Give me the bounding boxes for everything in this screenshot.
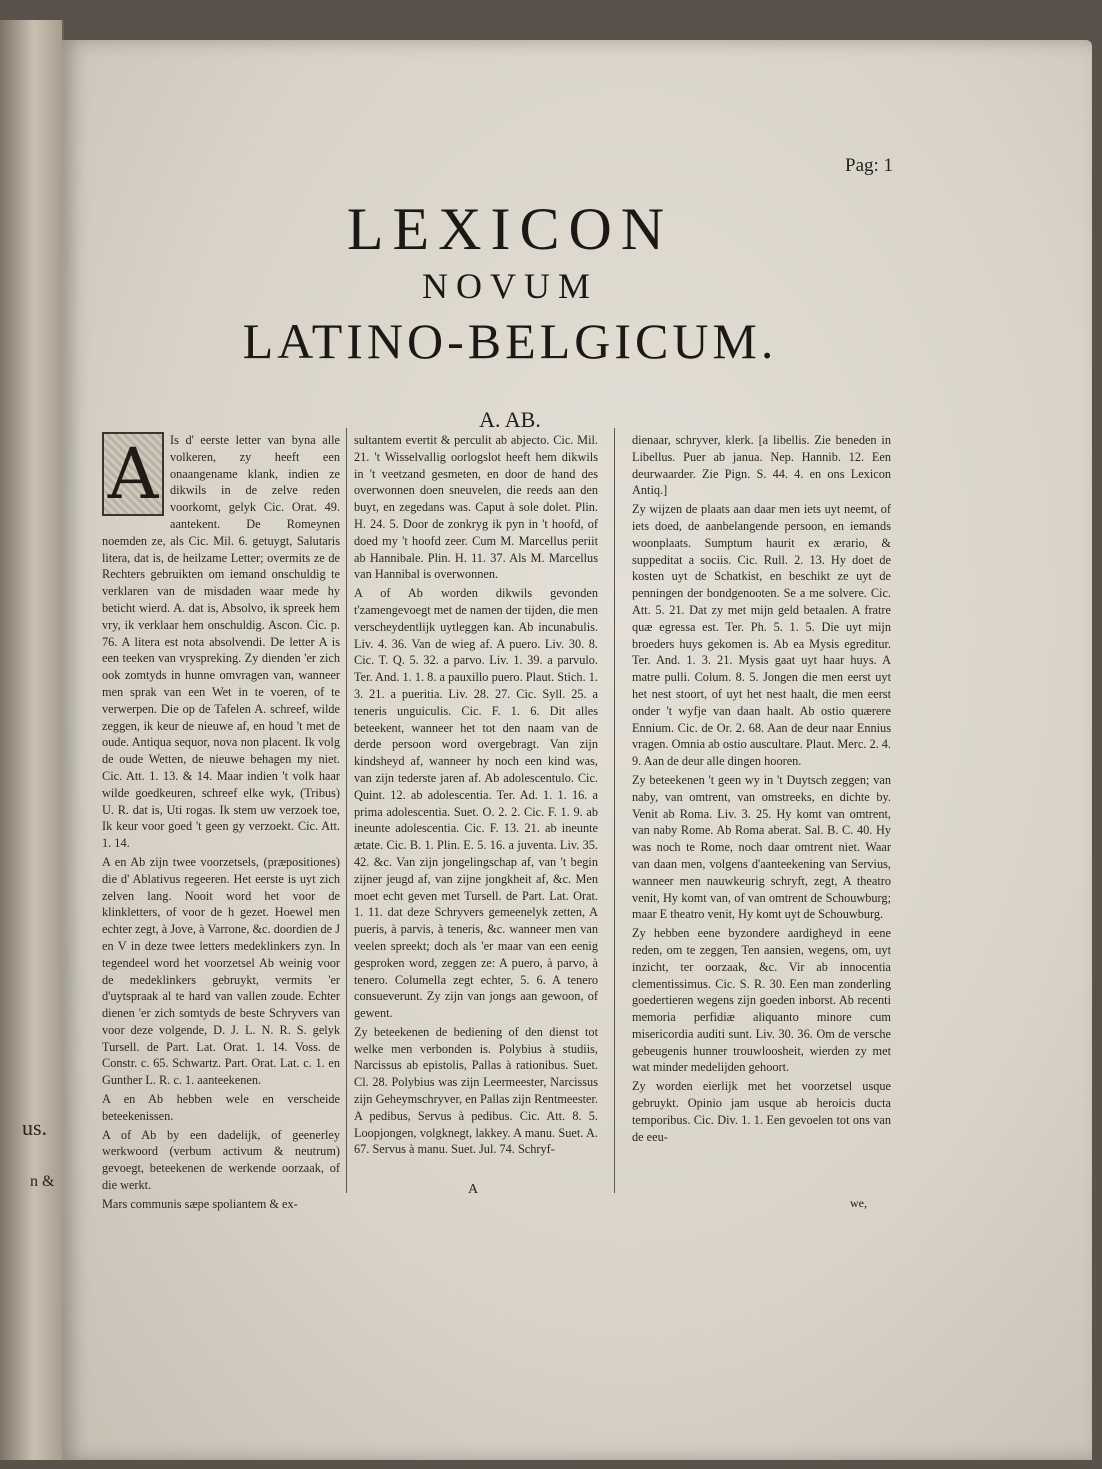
text-column-1 bbox=[102, 432, 340, 1215]
entry-paragraph: A en Ab hebben wele en verscheide beteekenissen. bbox=[102, 1092, 340, 1123]
entry-paragraph: Zy worden eierlijk met het voorzetsel usque gebruykt. Opinio jam usque ab heroicis ducta temporibus. Cic. Div. 1. 1. Een gevoelen tot ons van de eeu- bbox=[632, 1079, 891, 1144]
entry-paragraph: A en Ab zijn twee voorzetsels, (præpositiones) die d' Ablativus regeeren. Het eerste is uyt zich zelven lang. Nooit word het voor de klinkletters, of voor de h gezet. Hoewel men echter zegt, à Jove, à Varrone, &c. doordien de J en V in deze twee letters medeklinkers zyn. In tegendeel word het voorzetsel Ab weinig voor de medeklinkers gebruykt, vermits 'er d'uytspraak al te hard van vallen zoude. Echter dienen 'er zich somtyds de beste Schryvers van voor deze volgende, D. J. L. N. R. S. gelyk Tursell. de Part. Lat. Orat. 1. 14. Voss. de Constr. c. 65. Schwartz. Part. Orat. Lat. c. 1. en Gunther L. R. c. 1. aanteekenen. bbox=[102, 854, 340, 1088]
entry-paragraph: Is d' eerste letter van byna alle volkeren, zy heeft een onaangename klank, indien ze dikwils in de zelve reden voorkomt, gelyk Cic. Orat. 49. aantekent. De Romeynen noemden ze, als Cic. Mil. 6. getuygt, Salutaris litera, dat is, de heilzame Letter; overmits ze de Rechters gebruikten om iemand onschuldig te verklaren van de misdaden waar mede hy beticht wierd. A. dat is, Absolvo, ik spreek hem vry, ik verklaar hem onschuldig. Ascon. Cic. p. 76. A litera est nota absolvendi. De letter A is een teeken van vryspreking. Zy dienden 'er zich ook zomtyds in hunne omvragen van, wanneer men sprak van een Wet in te voeren, of te verwerpen. Die op de Tafelen A. schreef, wilde zeggen, ik keur de nieuwe af, en houd 't met de oude. Antiqua sequor, nova non placent. Ik volg de oude Wetten, de nieuwe behagen my niet. Cic. Att. 1. 13. & 14. Maar indien 't volk haar wilde goedkeuren, schreef elke wyk, (Tribus) U. R. dat is, Uti rogas. Ik stem uw verzoek toe, Ik keur voor goed 't geen gy verzoekt. Cic. Att. 1. 14. bbox=[102, 433, 340, 851]
entry-paragraph: Zy wijzen de plaats aan daar men iets uyt neemt, of iets doed, de aanbelangende persoon, en iemands woonplaats. Sumptum haurit ex ærario, & suppeditat a sociis. Cic. Rull. 2. 13. Hy doet de kosten uyt de Schatkist, en beschikt ze uyt de penningen der bondgenooten. Se a me solvere. Cic. Att. 5. 21. Dat zy met mijn geld betaalen. A fratre quæ egressa est. Ter. Ph. 5. 1. 5. Die uyt mijn broeders huys gekomen is. Ab ea Mysis egreditur. Ter. And. 1. 3. 21. Mysis gaat uyt haar huys. A matre pulli. Colum. 8. 5. Jongen die men eerst uyt het nest stoort, of uyt het nest haalt, die men eerst onder 't wyfje van daan haalt. Ab ostio quærere Ennium. Cic. de Or. 2. 68. Aan de deur naar Ennius vragen. Omnia ab ostio auscultare. Plaut. Merc. 2. 4. 9. Aan de deur alle dingen hooren. bbox=[632, 502, 891, 769]
left-page-edge bbox=[0, 20, 64, 1460]
title-line-1: LEXICON bbox=[346, 196, 674, 262]
title-line-2: NOVUM bbox=[421, 266, 598, 306]
entry-paragraph: sultantem evertit & perculit ab abjecto. Cic. Mil. 21. 't Wisselvallig oorlogslot heeft hem dikwils in 't veetzand gesmeten, en door de hand des overwonnen doen sneuvelen, die reeds aan den buyt, en zegedans was. Caput à sole dolet. Plin. H. 24. 5. Door de zonkryg ik pyn in 't hoofd, of doed my 't hoofd zeer. Cum M. Marcellus periit ab Hannibale. Plin. H. 11. 37. Als M. Marcellus van Hannibal is overwonnen. bbox=[354, 433, 598, 582]
catchword: we, bbox=[850, 1196, 867, 1210]
entry-paragraph: Mars communis sæpe spoliantem & ex- bbox=[102, 1196, 298, 1211]
entry-paragraph: Zy beteekenen de bediening of den dienst tot welke men verbonden is. Polybius à studiis, Narcissus ab epistolis, Pallas à rationibus. Suet. Cl. 28. Polybius was zijn Leermeester, Narcissus zijn Geheymschryver, en Pallas zijn Rentmeester. A pedibus, Servus à pedibus. Cic. Att. 8. 5. Loopjongen, volgknegt, lakkey. A manu. Suet. A. 67. Servus à manu. Suet. Jul. 74. Schryf- bbox=[354, 1024, 598, 1157]
signature-mark: A bbox=[468, 1182, 479, 1197]
decorated-initial: A bbox=[102, 432, 164, 516]
entry-paragraph: A of Ab by een dadelijk, of geenerley werkwoord (verbum activum & neutrum) gevoegt, beteekenen de werkende oorzaak, of die werkt. bbox=[102, 1127, 340, 1193]
section-heading: A. AB. bbox=[479, 407, 541, 432]
column-rule bbox=[614, 428, 615, 1193]
entry-paragraph: Zy beteekenen 't geen wy in 't Duytsch zeggen; van naby, van omtrent, van omstreeks, en dichte by. Venit ab Roma. Liv. 3. 25. Hy komt van omtrent, van naby Rome. Ab Roma aberat. Sal. B. C. 40. Hy was noch te Rome, noch daar omtrent niet. Waar van daan men, volgens d'aanteekening van Servius, wanneer men nauwkeurig schryft, zegt, A theatro venit, Hy komt van, of van omtrent de Schouwburg; maar E theatro venit, Hy komt uyt de Schouwburg. bbox=[632, 772, 891, 922]
left-page-fragment: us. bbox=[22, 1115, 48, 1140]
column-rule bbox=[346, 428, 347, 1193]
text-column-3 bbox=[632, 432, 891, 1147]
title-line-3: LATINO-BELGICUM. bbox=[242, 313, 778, 369]
text-column-2 bbox=[354, 432, 598, 1160]
page-number: Pag: 1 bbox=[845, 155, 894, 176]
entry-paragraph: A of Ab worden dikwils gevonden t'zamengevoegt met de namen der tijden, die men verscheydentlijk uytleggen kan. Ab incunabulis. Liv. 4. 36. Van de wieg af. A puero. Liv. 30. 8. Cic. T. Q. 5. 32. a parvo. Liv. 1. 39. a parvulo. Ter. And. 1. 1. 8. a pauxillo puero. Plaut. Stich. 1. 3. 21. a pueritia. Liv. 28. 27. Cic. Syll. 25. a teneris unguiculis. Cic. F. 1. 6. Dit alles beteekent, wanneer het tot den naam van de derde persoon word overgebragt. Van zijn kindsheyd af, wanneer hy noch een kind was, van zijn tederste jaren af. Ab adolescentulo. Cic. Quint. 12. ab adolescentia. Ter. Ad. 1. 1. 16. a prima adolescentia. Suet. O. 2. 2. Cic. F. 1. 9. ab ineunte adolescentia. Cic. F. 13. 21. ab ineunte ætate. Cic. B. 1. Plin. E. 5. 16. a juventa. Liv. 35. 42. &c. Van zijn jongelingschap af, van 't begin zijner jeugd af, van zijne jongkheit af, &c. Men moet echt geven met Tursell. de Part. Lat. Orat. 1. 11. dat deze Schryvers gemeenelyk zetten, A pueris, à parvis, à teneris, &c. wanneer men van veelen spreekt; doch als 'er maar van een eenig gesproken word, zeggen ze: A puero, à parvo, à tenero. Columella zegt echter, 5. 6. A tenero consueverunt. Zy zijn van jongs aan gewoon, of gewent. bbox=[354, 586, 598, 1021]
entry-paragraph: Zy hebben eene byzondere aardigheyd in eene reden, om te zeggen, Ten aansien, wegens, om, uyt inzicht, ter oorzaak, &c. Vir ab innocentia clementissimus. Cic. S. R. 30. Een man zonderling goedertieren wegens zijn goeden inborst. Ab recenti memoria perfidiæ aliquanto minore cum misericordia auditi sunt. Liv. 30. 36. Om de versche gebeugenis hunner trouwloosheit, wierden zy met wat minder medelijden gehoort. bbox=[632, 926, 891, 1075]
left-page-fragment: n & bbox=[30, 1173, 55, 1190]
entry-paragraph: dienaar, schryver, klerk. [a libellis. Zie beneden in Libellus. Puer ab janua. Nep. Hannib. 12. Een deurwaarder. Zie Pign. S. 44. 4. en ons Lexicon Antiq.] bbox=[632, 433, 891, 498]
